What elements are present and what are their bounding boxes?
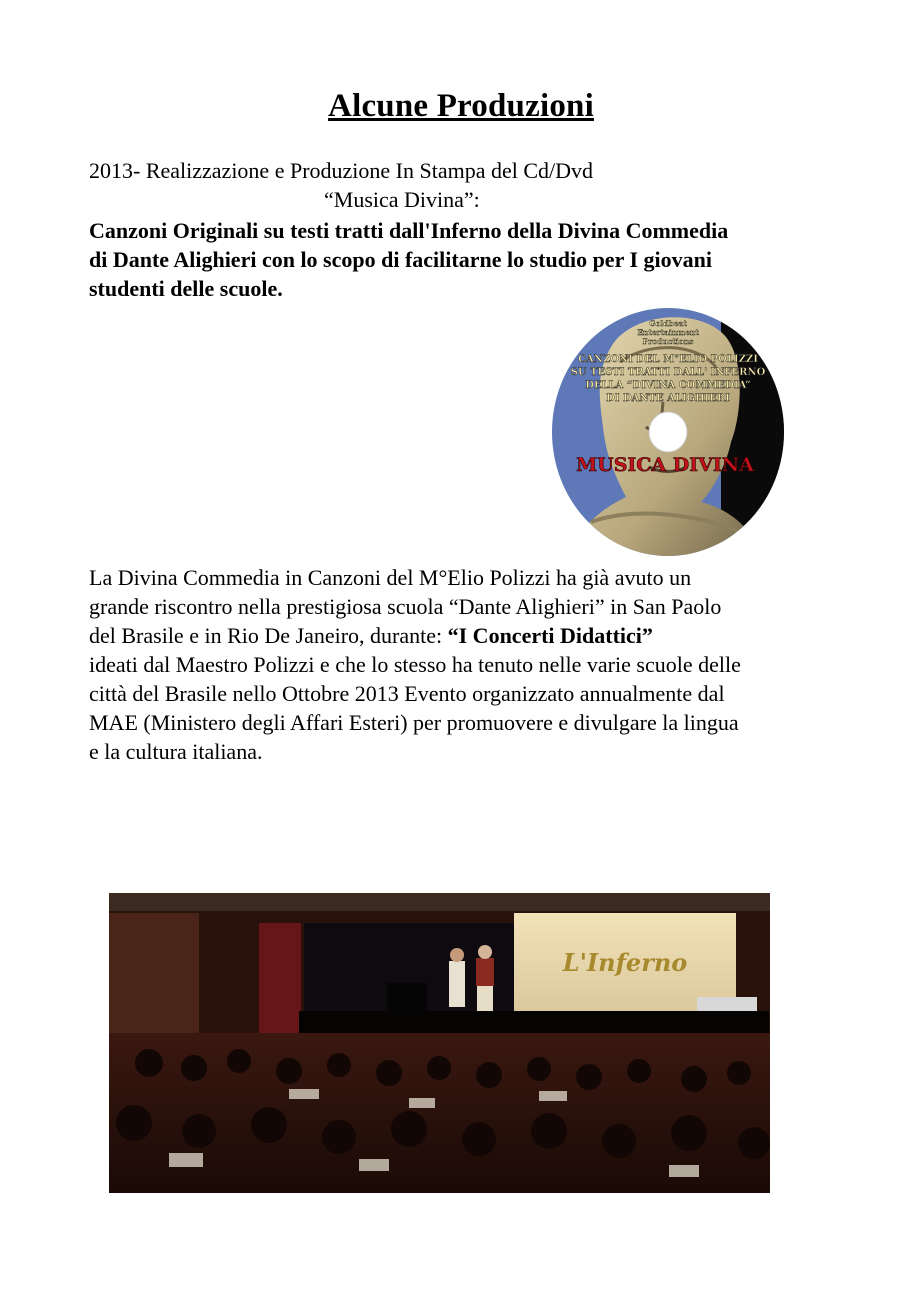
body-line: città del Brasile nello Ottobre 2013 Evento organizzato annualmente dal [89, 681, 725, 706]
concert-photo [109, 893, 770, 1193]
cd-disc-image [551, 307, 785, 557]
intro-bold-line: di Dante Alighieri con lo scopo di facilitarne lo studio per I giovani [89, 247, 712, 272]
intro-bold-line: studenti delle scuole. [89, 276, 283, 301]
intro-line-1: 2013- Realizzazione e Produzione In Stampa del Cd/Dvd [89, 158, 594, 183]
cd-label-main: DI DANTE ALIGHIERI [606, 393, 730, 404]
cd-label-main: CANZONI DEL M°ELIO POLIZZI [578, 354, 758, 365]
cd-label-main: DELLA “DIVINA COMMEDIA” [585, 380, 751, 391]
concerti-didattici-emphasis: “I Concerti Didattici” [447, 623, 653, 648]
screen-title: L'Inferno [562, 948, 688, 977]
cd-label-top: Entertainment [637, 328, 699, 337]
body-line: MAE (Ministero degli Affari Esteri) per promuovere e divulgare la lingua [89, 710, 739, 735]
intro-bold-line: Canzoni Originali su testi tratti dall'Inferno della Divina Commedia [89, 218, 729, 243]
cd-label-top: Goldbeat [649, 319, 687, 328]
body-line-text: del Brasile e in Rio De Janeiro, durante: [89, 623, 448, 648]
body-line: e la cultura italiana. [89, 739, 263, 764]
cd-label-top: Productions [642, 337, 694, 346]
body-line: ideati dal Maestro Polizzi e che lo stesso ha tenuto nelle varie scuole delle [89, 652, 741, 677]
intro-line-2: “Musica Divina”: [324, 187, 480, 212]
body-line: grande riscontro nella prestigiosa scuola “Dante Alighieri” in San Paolo [89, 594, 722, 619]
body-paragraph [89, 563, 849, 766]
page-title: Alcune Produzioni [328, 88, 594, 124]
body-line: La Divina Commedia in Canzoni del M°Elio Polizzi ha già avuto un [89, 565, 692, 590]
intro-bold-paragraph [89, 216, 849, 303]
body-line [89, 621, 849, 650]
cd-album-title: MUSICA DIVINA [576, 454, 754, 476]
cd-label-main: SU TESTI TRATTI DALL' INFERNO [570, 367, 766, 378]
